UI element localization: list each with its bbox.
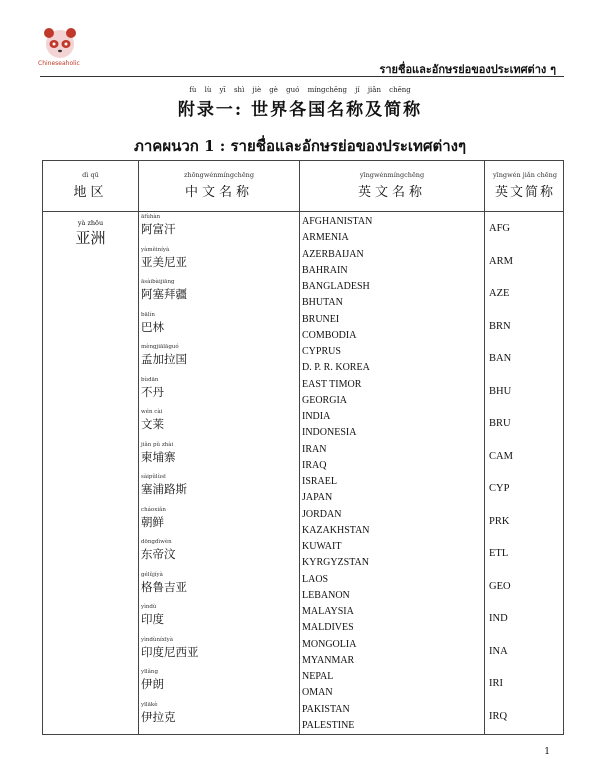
en-name: OMAN [302, 687, 333, 699]
cn-name-cell [141, 636, 301, 659]
table-row [43, 441, 563, 474]
thai-subtitle: ภาคผนวก 1 : รายชื่อและอักษรย่อของประเทศต่างๆ [133, 137, 467, 155]
region-pinyin: yà zhōu [77, 219, 104, 227]
cn-pinyin: jiǎn pǔ zhài [141, 441, 174, 448]
en-name-cell [302, 409, 356, 442]
page-number: 1 [544, 747, 550, 757]
table-row [43, 213, 563, 246]
col-header-cn-name [139, 171, 299, 200]
table-row [43, 701, 563, 734]
col-header-en-name [300, 171, 484, 200]
header-divider [43, 211, 563, 212]
en-name: BHUTAN [302, 297, 343, 309]
en-name: COMBODIA [302, 329, 357, 341]
table-row [43, 668, 563, 701]
en-name: AZERBAIJAN [302, 248, 364, 260]
cn-name: 朝鲜 [141, 514, 164, 529]
table-row [43, 636, 563, 669]
appendix-pinyin: fù lù yī shì jiè gè guó míngchēng jí jiǎn chēng [189, 86, 411, 94]
cn-name: 东帝汶 [141, 547, 176, 561]
en-abbr: AZE [489, 288, 510, 299]
table-row [43, 408, 563, 441]
cn-pinyin: mèngjiālāguó [141, 344, 179, 350]
cn-name-cell [141, 701, 301, 724]
en-name: MALDIVES [302, 622, 354, 634]
en-name-cell [302, 637, 356, 670]
en-name: BANGLADESH [302, 281, 370, 292]
en-name: KAZAKHSTAN [302, 524, 370, 536]
en-name: PALESTINE [302, 719, 355, 731]
en-name: INDONESIA [302, 427, 357, 439]
en-name-cell [302, 474, 337, 507]
col-pinyin: dì qū [82, 171, 99, 179]
en-name-cell [302, 377, 361, 410]
en-name: IRAN [302, 443, 327, 455]
cn-name-cell [141, 213, 301, 236]
en-abbr: PRK [489, 515, 510, 527]
en-name: D. P. R. KOREA [302, 362, 370, 374]
en-name: AFGHANISTAN [302, 216, 373, 227]
en-abbr: AFG [489, 223, 511, 234]
cn-name: 亚美尼亚 [141, 254, 187, 269]
en-name-cell [302, 702, 354, 735]
en-abbr: INA [489, 645, 508, 657]
en-name: ARMENIA [302, 232, 349, 244]
en-name: IRAQ [302, 459, 327, 471]
cn-pinyin: gélǔjíyà [141, 571, 163, 578]
en-abbr: CYP [489, 483, 510, 494]
col-pinyin: yīngwén jiǎn chēng [492, 171, 557, 179]
en-name-cell [302, 604, 354, 637]
cn-name-cell [141, 278, 301, 301]
cn-name: 阿富汗 [141, 222, 176, 236]
cn-pinyin: wén cài [141, 409, 163, 415]
en-abbr: BHU [489, 385, 512, 397]
cn-pinyin: yīlǎng [141, 669, 158, 675]
en-name-cell [302, 669, 333, 702]
cn-name-cell [141, 473, 301, 496]
cn-name-cell [141, 311, 301, 334]
cn-name: 伊朗 [141, 677, 164, 691]
en-name: LEBANON [302, 589, 350, 601]
table-row [43, 473, 563, 506]
en-name: EAST TIMOR [302, 378, 362, 390]
en-name-cell [302, 279, 370, 312]
en-name-cell [302, 442, 326, 475]
cn-pinyin: dōngdìwèn [141, 539, 172, 545]
cn-name: 柬埔寨 [141, 449, 176, 464]
en-abbr: BRN [489, 320, 511, 332]
en-name: MALAYSIA [302, 606, 354, 617]
cn-pinyin: āsàibàijiāng [141, 279, 175, 285]
en-name: GEORGIA [302, 394, 347, 406]
en-name: BAHRAIN [302, 264, 348, 276]
cn-name-cell [141, 538, 301, 561]
en-name-cell [302, 247, 364, 280]
en-name: INDIA [302, 411, 331, 422]
col-label: 中文名称 [184, 185, 253, 200]
table-row [43, 538, 563, 571]
cn-pinyin: cháoxiǎn [141, 506, 166, 513]
panda-logo [40, 24, 80, 64]
table-row [43, 603, 563, 636]
cn-name-cell [141, 343, 301, 366]
cn-pinyin: sàipǔlùsī [141, 474, 166, 480]
col-header-region [43, 171, 138, 200]
appendix-title: 附录一: 世界各国名称及简称 [177, 100, 423, 120]
en-name-cell [302, 507, 370, 540]
en-name: KYRGYZSTAN [302, 557, 369, 569]
cn-name: 格鲁吉亚 [141, 579, 187, 594]
en-name: MYANMAR [302, 654, 355, 666]
cn-name: 印度尼西亚 [141, 644, 199, 659]
en-name: JAPAN [302, 492, 333, 504]
cn-name: 塞浦路斯 [141, 482, 187, 496]
en-abbr: GEO [489, 580, 511, 592]
en-name-cell [302, 572, 350, 605]
cn-name-cell [141, 668, 301, 691]
en-abbr: ETL [489, 548, 509, 559]
cn-name: 阿塞拜疆 [141, 287, 187, 301]
en-abbr: CAM [489, 450, 513, 462]
en-name: MONGOLIA [302, 638, 357, 650]
en-abbr: IRQ [489, 710, 508, 722]
cn-name-cell [141, 571, 301, 594]
cn-name: 孟加拉国 [141, 352, 187, 366]
col-pinyin: yīngwénmíngchēng [359, 171, 425, 179]
cn-pinyin: yīlākè [141, 701, 158, 708]
cn-name-cell [141, 408, 301, 431]
table-row [43, 246, 563, 279]
en-name: LAOS [302, 573, 329, 585]
table-row [43, 376, 563, 409]
region-label: 亚洲 [75, 229, 106, 247]
col-label: 地区 [73, 185, 108, 200]
logo-text: Chineseaholic [38, 60, 80, 67]
en-name: JORDAN [302, 508, 342, 520]
cn-name-cell [141, 603, 301, 626]
en-name: BRUNEI [302, 313, 340, 325]
en-abbr: ARM [489, 255, 513, 267]
col-label: 英文名称 [357, 185, 426, 200]
cn-pinyin: bùdān [141, 376, 159, 383]
en-name: KUWAIT [302, 541, 342, 552]
table-row [43, 571, 563, 604]
en-name: NEPAL [302, 671, 334, 682]
cn-name: 巴林 [141, 319, 164, 334]
cn-pinyin: bālín [141, 311, 155, 318]
cn-pinyin: yìndù [141, 604, 157, 610]
cn-name: 文莱 [141, 417, 164, 431]
en-name-cell [302, 539, 369, 572]
cn-name: 印度 [141, 612, 164, 626]
en-name-cell [302, 344, 370, 377]
en-name-cell [302, 214, 372, 247]
header-rule [40, 76, 564, 77]
country-table [42, 160, 564, 735]
col-header-en-abbr [485, 171, 565, 200]
cn-name: 伊拉克 [141, 709, 176, 724]
cn-name-cell [141, 441, 301, 464]
cn-name: 不丹 [141, 384, 164, 399]
cn-pinyin: yìndùníxīyà [141, 636, 174, 643]
table-row [43, 506, 563, 539]
col-label: 英文简称 [494, 185, 555, 200]
header-thai-title: รายชื่อและอักษรย่อของประเทศต่าง ๆ [379, 63, 556, 76]
en-name: ISRAEL [302, 476, 337, 487]
en-abbr: IND [489, 613, 508, 624]
cn-name-cell [141, 376, 301, 399]
en-abbr: BAN [489, 353, 512, 364]
en-name: PAKISTAN [302, 703, 350, 715]
cn-pinyin: āfùhàn [141, 214, 161, 220]
table-row [43, 343, 563, 376]
cn-pinyin: yàměiníyà [141, 246, 170, 253]
en-abbr: IRI [489, 678, 503, 689]
en-name: CYPRUS [302, 346, 341, 357]
col-pinyin: zhōngwénmíngchēng [183, 171, 255, 179]
cn-name-cell [141, 506, 301, 529]
table-row [43, 311, 563, 344]
cn-name-cell [141, 246, 301, 269]
table-row [43, 278, 563, 311]
en-abbr: BRU [489, 418, 511, 429]
appendix-heading [0, 86, 600, 120]
en-name-cell [302, 312, 356, 345]
